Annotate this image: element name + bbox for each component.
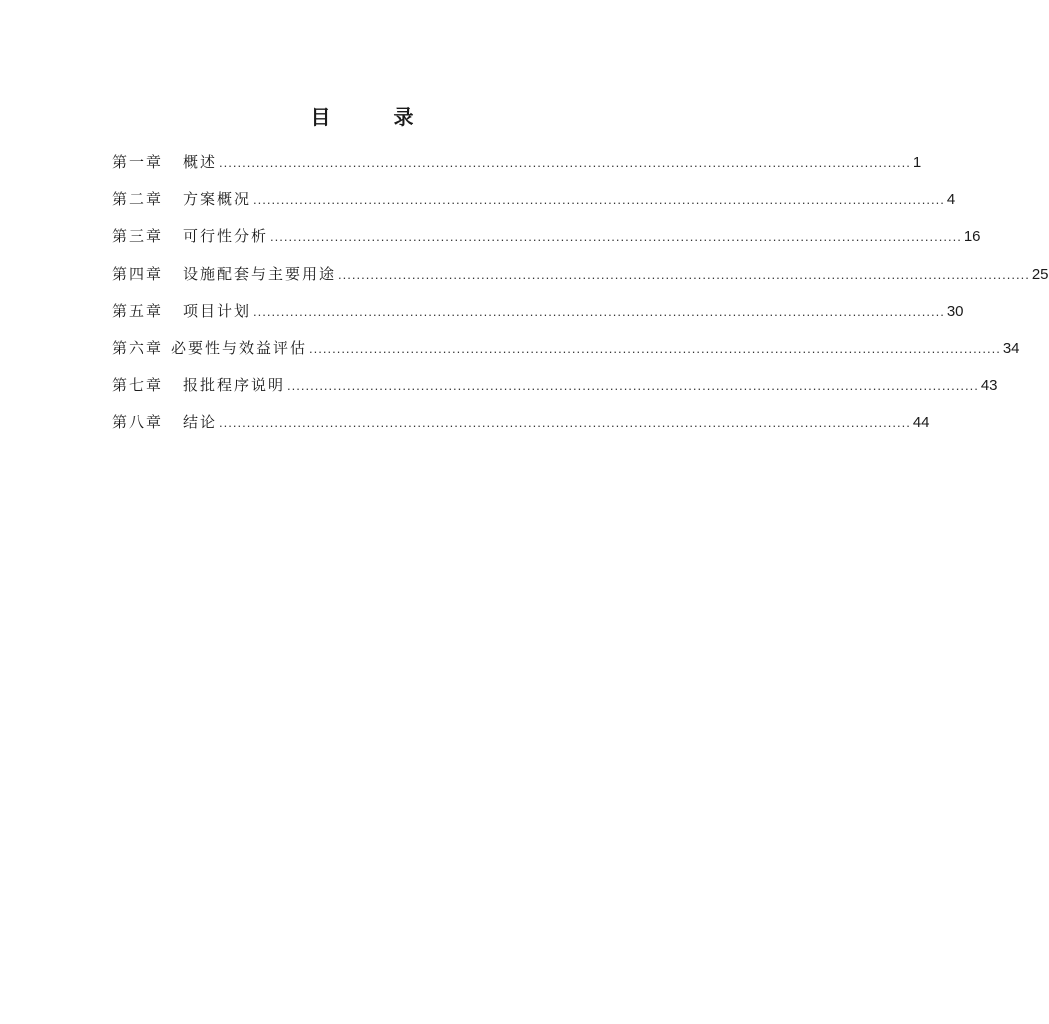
dot-leader: ......................................................................................................................................................	[253, 192, 945, 208]
toc-entry[interactable]	[112, 374, 998, 411]
chapter-number: 第八章	[112, 413, 164, 432]
chapter-title: 方案概况	[183, 190, 252, 209]
page-number: 34	[1002, 339, 1020, 357]
dot-leader: ......................................................................................................................................................	[219, 415, 911, 431]
toc-list	[112, 151, 1049, 449]
chapter-title: 设施配套与主要用途	[183, 264, 337, 283]
dot-leader: ......................................................................................................................................................	[309, 340, 1001, 356]
chapter-title: 项目计划	[183, 301, 252, 320]
chapter-number: 第五章	[112, 301, 164, 320]
page-number: 30	[946, 302, 964, 320]
chapter-title: 必要性与效益评估	[171, 338, 308, 357]
page-number: 44	[912, 414, 930, 432]
page-number: 4	[946, 191, 956, 209]
toc-entry[interactable]	[112, 337, 1020, 374]
toc-entry[interactable]	[112, 188, 956, 225]
chapter-title: 结论	[183, 413, 218, 432]
toc-title: 目 录	[310, 105, 442, 129]
toc-entry[interactable]	[112, 300, 964, 337]
dot-leader: ......................................................................................................................................................	[253, 303, 945, 319]
chapter-number: 第七章	[112, 376, 164, 395]
page-number: 1	[912, 154, 922, 171]
chapter-title: 报批程序说明	[183, 376, 286, 395]
chapter-number: 第四章	[112, 264, 164, 283]
toc-entry[interactable]	[112, 151, 922, 188]
chapter-number: 第三章	[112, 227, 164, 246]
toc-entry[interactable]	[112, 225, 981, 262]
chapter-number: 第六章	[112, 338, 164, 357]
toc-entry[interactable]	[112, 411, 930, 448]
dot-leader: ......................................................................................................................................................	[287, 378, 979, 394]
toc-entry[interactable]	[112, 263, 1049, 300]
chapter-number: 第二章	[112, 190, 164, 209]
chapter-title: 可行性分析	[183, 227, 269, 246]
chapter-title: 概述	[183, 153, 218, 171]
dot-leader: ......................................................................................................................................................	[338, 266, 1030, 282]
dot-leader: ......................................................................................................................................................	[270, 229, 962, 245]
dot-leader: ......................................................................................................................................................	[219, 155, 911, 170]
chapter-number: 第一章	[112, 153, 164, 171]
page-number: 25	[1031, 265, 1049, 283]
page-number: 16	[963, 228, 981, 246]
page-number: 43	[980, 377, 998, 395]
